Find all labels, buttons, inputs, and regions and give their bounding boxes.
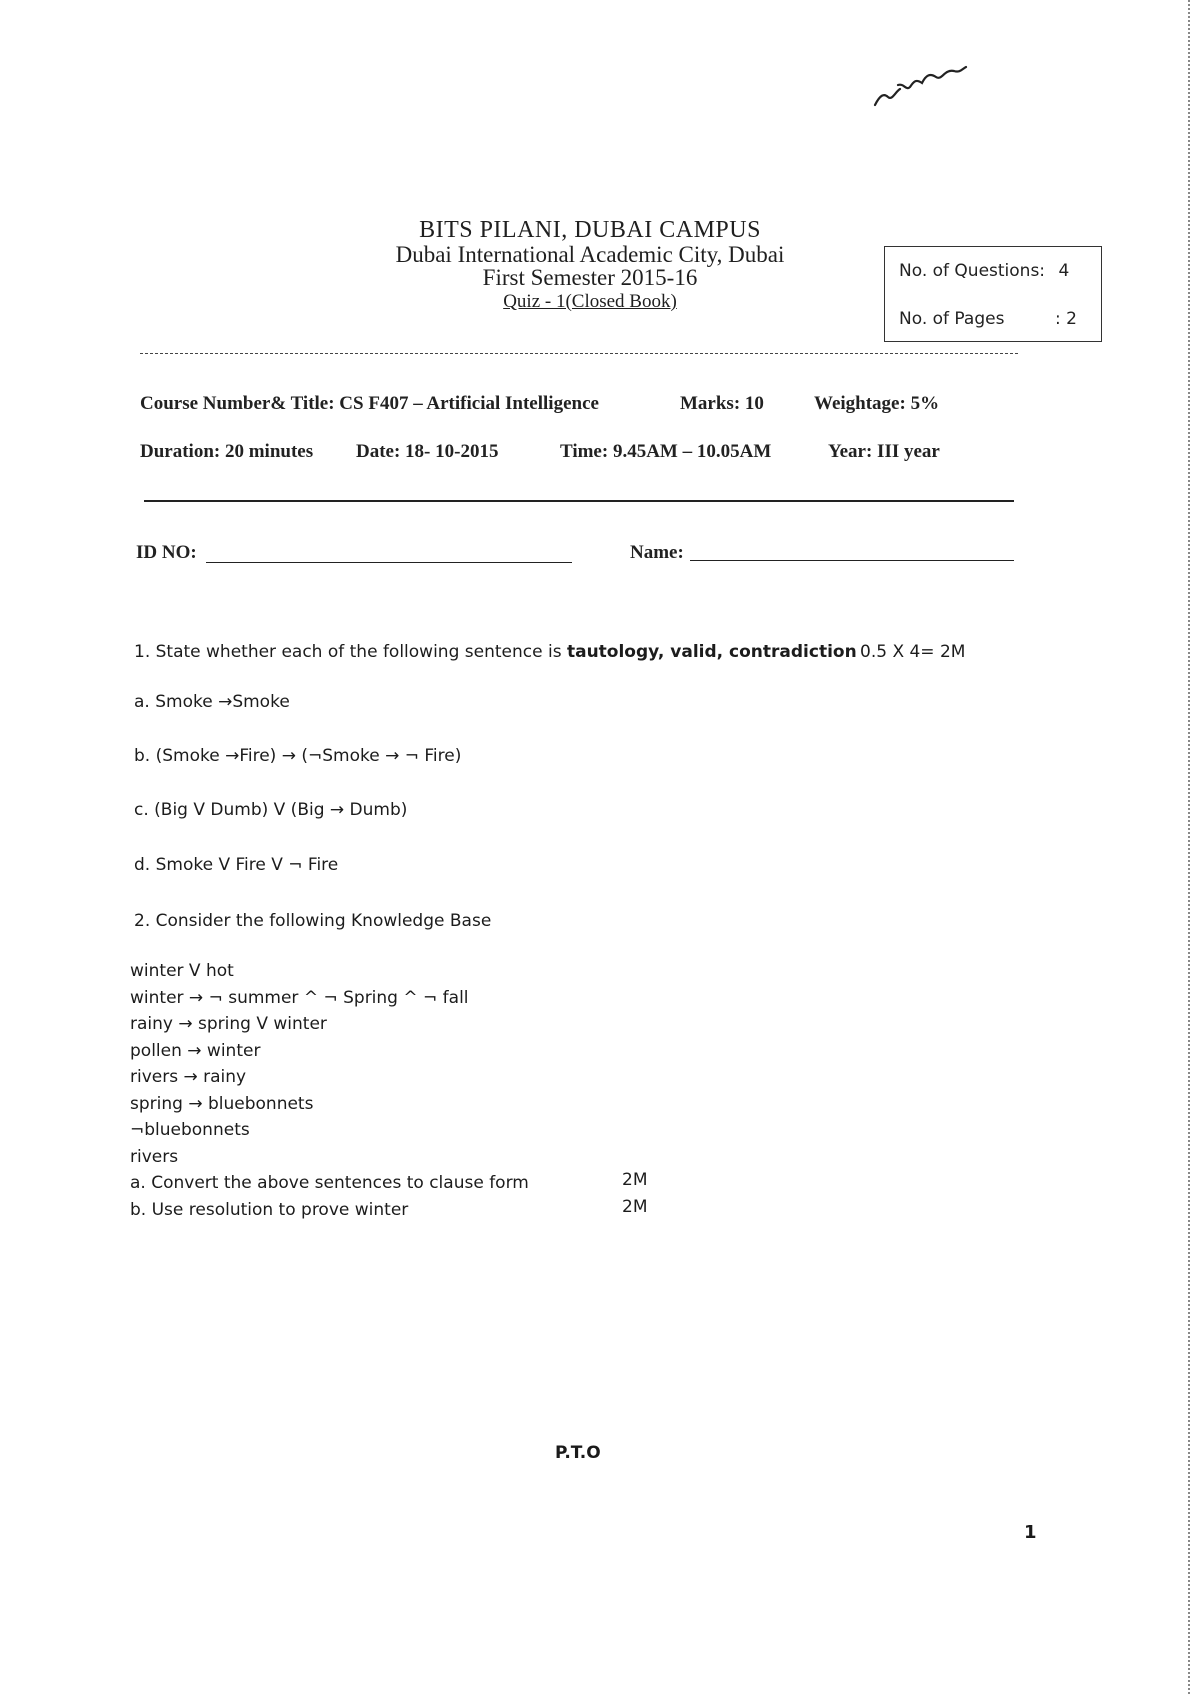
exam-header (330, 218, 850, 315)
name-label: Name: (630, 542, 684, 563)
question-1-marks: 0.5 X 4= 2M (860, 642, 966, 662)
please-turn-over: P.T.O (555, 1443, 601, 1463)
kb-line: winter → ¬ summer ^ ¬ Spring ^ ¬ fall (130, 987, 469, 1008)
question-1-prefix: 1. State whether each of the following sentence is (134, 642, 567, 662)
divider-middle (144, 500, 1014, 502)
kb-line: rivers (130, 1146, 179, 1167)
handwritten-signature (870, 55, 970, 110)
question-2-heading: 2. Consider the following Knowledge Base (134, 911, 492, 931)
kb-line: rivers → rainy (130, 1067, 247, 1087)
question-1-item-c: c. (Big V Dumb) V (Big → Dumb) (134, 800, 408, 820)
knowledge-base (130, 958, 529, 1223)
semester: First Semester 2015-16 (482, 265, 698, 290)
questions-value: 4 (1058, 261, 1070, 281)
scan-edge (1188, 0, 1192, 1694)
exam-year: Year: III year (828, 441, 940, 462)
pages-label: No. of Pages (899, 309, 1005, 329)
question-1-item-b: b. (Smoke →Fire) → (¬Smoke → ¬ Fire) (134, 746, 462, 766)
course-marks: Marks: 10 (680, 393, 764, 414)
kb-line: pollen → winter (130, 1040, 261, 1061)
kb-line: ¬bluebonnets (130, 1120, 250, 1140)
kb-line: spring → bluebonnets (130, 1093, 314, 1114)
campus-location: Dubai International Academic City, Dubai (395, 242, 785, 267)
question-1 (134, 642, 857, 662)
kb-line: winter V hot (130, 961, 234, 981)
exam-duration: Duration: 20 minutes (140, 441, 314, 462)
id-label: ID NO: (136, 542, 197, 563)
question-1-item-d: d. Smoke V Fire V ¬ Fire (134, 855, 339, 875)
course-weightage: Weightage: 5% (814, 393, 940, 414)
divider-top (140, 353, 1018, 354)
question-2-part-a-marks: 2M (622, 1170, 648, 1190)
question-2-part-b: b. Use resolution to prove winter (130, 1199, 409, 1220)
questions-label: No. of Questions: (899, 261, 1046, 281)
institution-name: BITS PILANI, DUBAI CAMPUS (419, 217, 761, 243)
question-2-part-b-marks: 2M (622, 1197, 648, 1217)
quiz-title: Quiz - 1(Closed Book) (503, 291, 677, 312)
id-field[interactable] (206, 562, 572, 563)
kb-line: rainy → spring V winter (130, 1014, 327, 1034)
exam-info-box (884, 246, 1102, 342)
question-2-part-a: a. Convert the above sentences to clause form (130, 1173, 529, 1193)
page-number: 1 (1024, 1522, 1037, 1543)
question-1-options: tautology, valid, contradiction (566, 642, 857, 662)
question-1-item-a: a. Smoke →Smoke (134, 692, 290, 712)
exam-time: Time: 9.45AM – 10.05AM (560, 441, 772, 462)
course-title: Course Number& Title: CS F407 – Artificial Intelligence (140, 393, 599, 414)
pages-value: : 2 (1055, 309, 1077, 329)
exam-date: Date: 18- 10-2015 (356, 441, 499, 462)
name-field[interactable] (690, 560, 1014, 561)
